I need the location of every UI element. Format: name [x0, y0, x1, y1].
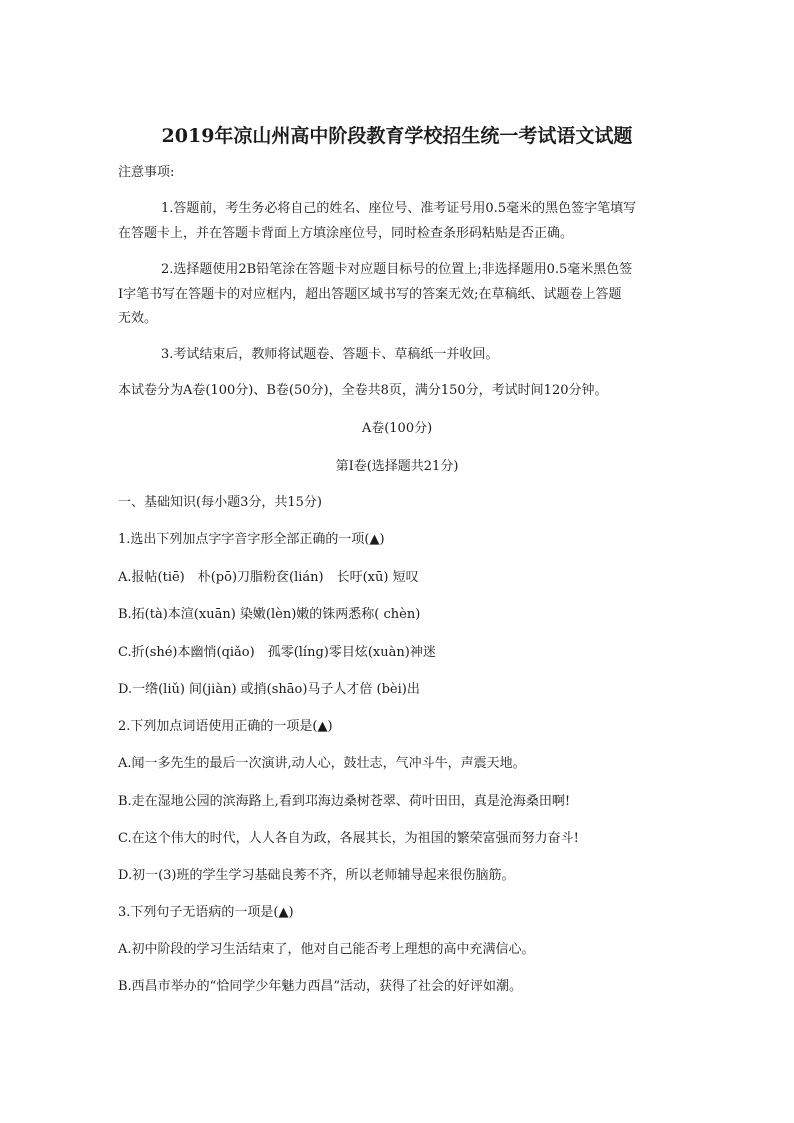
notice-2-line-3: 无效。	[118, 311, 158, 326]
notice-2-line-1: 2.选择题使用2B铅笔涂在答题卡对应题目标号的位置上;非选择题用0.5毫米黑色签	[161, 262, 633, 277]
volume-a-heading: A卷(100分)	[361, 421, 433, 436]
question-1-option-a: A.报帖(tiē) 朴(pō)刀脂粉奁(lián) 长吁(xū) 短叹	[118, 570, 419, 585]
exam-title: 2019年凉山州高中阶段教育学校招生统一考试语文试题	[161, 125, 633, 147]
section-one-heading: 一、基础知识(每小题3分，共15分)	[118, 495, 322, 510]
question-2-option-a: A.闻一多先生的最后一次演讲,动人心，鼓壮志，气冲斗牛，声震天地。	[118, 756, 526, 771]
question-3-option-b: B.西昌市举办的“恰同学少年魅力西昌”活动，获得了社会的好评如潮。	[118, 979, 522, 994]
question-2-option-b: B.走在湿地公园的滨海路上,看到邛海边桑树苍翠、荷叶田田，真是沧海桑田啊!	[118, 794, 571, 809]
notice-3-line-1: 3.考试结束后，教师将试题卷、答题卡、草稿纸一并收回。	[161, 347, 499, 362]
notice-heading: 注意事项:	[118, 165, 175, 180]
question-1-option-d: D.一绺(liǔ) 间(jiàn) 或捎(shāo)马子人才倍 (bèi)出	[118, 682, 420, 697]
question-3-option-a: A.初中阶段的学习生活结束了，他对自己能否考上理想的高中充满信心。	[118, 942, 535, 957]
question-2-option-c: C.在这个伟大的时代，人人各自为政，各展其长，为祖国的繁荣富强而努力奋斗!	[118, 831, 579, 846]
notice-1-line-1: 1.答题前，考生务必将自己的姓名、座位号、准考证号用0.5毫米的黑色签字笔填写	[161, 201, 637, 216]
paper-info: 本试卷分为A卷(100分)、B卷(50分)，全卷共8页，满分150分，考试时间120分钟。	[118, 383, 608, 398]
question-2-stem: 2.下列加点词语使用正确的一项是(▲)	[118, 719, 333, 734]
part-one-heading: 第I卷(选择题共21分)	[335, 459, 459, 474]
notice-1-line-2: 在答题卡上，并在答题卡背面上方填涂座位号，同时检查条形码粘贴是否正确。	[118, 226, 574, 241]
notice-2-line-2: I字笔书写在答题卡的对应框内，超出答题区域书写的答案无效;在草稿纸、试题卷上答题	[118, 287, 622, 302]
question-1-option-c: C.折(shé)本幽悄(qiǎo) 孤零(líng)零目炫(xuàn)神迷	[118, 645, 436, 660]
question-2-option-d: D.初一(3)班的学生学习基础良莠不齐，所以老师辅导起来很伤脑筋。	[118, 868, 515, 883]
question-1-option-b: B.拓(tà)本渲(xuān) 染嫩(lèn)嫩的铢两悉称( chèn)	[118, 607, 421, 622]
question-1-stem: 1.选出下列加点字字音字形全部正确的一项(▲)	[118, 532, 385, 547]
question-3-stem: 3.下列句子无语病的一项是(▲)	[118, 905, 294, 920]
